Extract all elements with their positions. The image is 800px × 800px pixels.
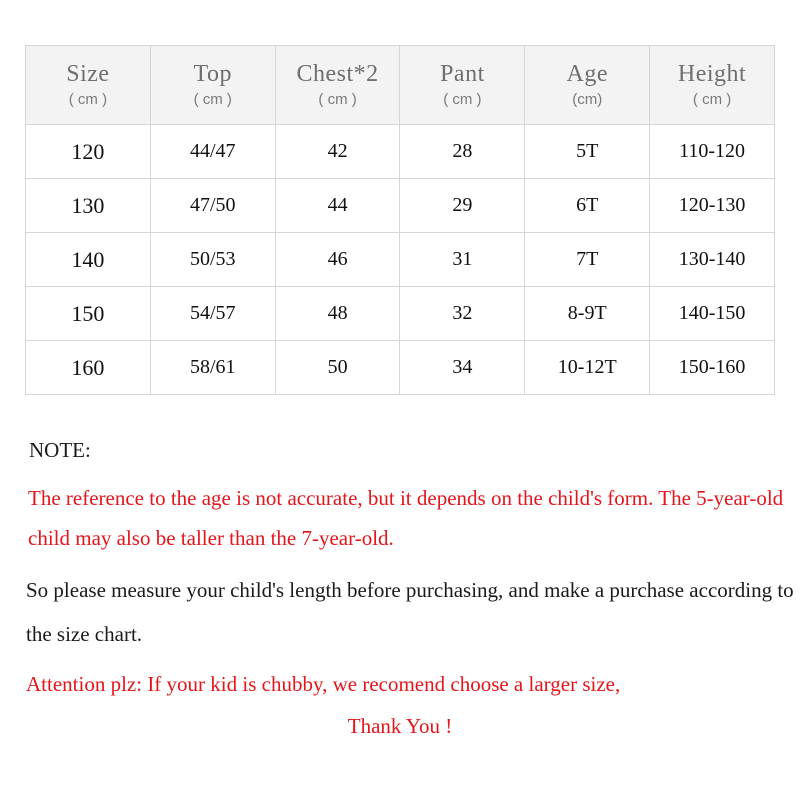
header-size bbox=[26, 46, 151, 125]
cell-pant: 29 bbox=[400, 179, 525, 233]
attention-text: Attention plz: If your kid is chubby, we recomend choose a larger size, bbox=[26, 672, 621, 696]
cell-age: 5T bbox=[525, 125, 650, 179]
cell-height: 150-160 bbox=[650, 341, 775, 395]
cell-size: 160 bbox=[26, 341, 151, 395]
cell-height: 110-120 bbox=[650, 125, 775, 179]
cell-chest: 48 bbox=[275, 287, 400, 341]
table-row bbox=[26, 287, 775, 341]
cell-chest: 46 bbox=[275, 233, 400, 287]
cell-age: 10-12T bbox=[525, 341, 650, 395]
cell-size: 150 bbox=[26, 287, 151, 341]
header-pant bbox=[400, 46, 525, 125]
table-row bbox=[26, 125, 775, 179]
cell-height: 130-140 bbox=[650, 233, 775, 287]
cell-height: 140-150 bbox=[650, 287, 775, 341]
size-chart-table bbox=[25, 45, 775, 395]
cell-age: 8-9T bbox=[525, 287, 650, 341]
header-label: Age bbox=[566, 61, 608, 87]
header-height bbox=[650, 46, 775, 125]
cell-age: 6T bbox=[525, 179, 650, 233]
header-label: Top bbox=[193, 61, 232, 87]
cell-pant: 34 bbox=[400, 341, 525, 395]
age-disclaimer-text: The reference to the age is not accurate, but it depends on the child's form. The 5-year-old child may also be taller than the 7-year-old. bbox=[28, 486, 784, 550]
cell-top: 50/53 bbox=[150, 233, 275, 287]
cell-pant: 28 bbox=[400, 125, 525, 179]
table-header-row bbox=[26, 46, 775, 125]
cell-size: 120 bbox=[26, 125, 151, 179]
header-label: Pant bbox=[440, 61, 485, 87]
cell-chest: 42 bbox=[275, 125, 400, 179]
cell-size: 140 bbox=[26, 233, 151, 287]
measure-instruction-text: So please measure your child's length before purchasing, and make a purchase according to the size chart. bbox=[26, 578, 794, 646]
cell-top: 47/50 bbox=[150, 179, 275, 233]
cell-top: 58/61 bbox=[150, 341, 275, 395]
cell-top: 54/57 bbox=[150, 287, 275, 341]
header-label: Size bbox=[66, 61, 110, 87]
note-title: NOTE: bbox=[29, 438, 91, 462]
header-unit: ( cm ) bbox=[443, 91, 482, 108]
header-unit: ( cm ) bbox=[193, 91, 232, 108]
header-age bbox=[525, 46, 650, 125]
header-label: Chest*2 bbox=[296, 61, 379, 87]
header-label: Height bbox=[677, 61, 747, 87]
cell-chest: 50 bbox=[275, 341, 400, 395]
table-row bbox=[26, 341, 775, 395]
table-row bbox=[26, 233, 775, 287]
cell-pant: 32 bbox=[400, 287, 525, 341]
header-top bbox=[150, 46, 275, 125]
cell-chest: 44 bbox=[275, 179, 400, 233]
header-unit: ( cm ) bbox=[318, 91, 357, 108]
cell-pant: 31 bbox=[400, 233, 525, 287]
header-unit: ( cm ) bbox=[692, 91, 732, 108]
header-unit: ( cm ) bbox=[68, 91, 108, 108]
table-row bbox=[26, 179, 775, 233]
header-chest bbox=[275, 46, 400, 125]
cell-top: 44/47 bbox=[150, 125, 275, 179]
cell-height: 120-130 bbox=[650, 179, 775, 233]
cell-age: 7T bbox=[525, 233, 650, 287]
header-unit: (cm) bbox=[572, 91, 603, 108]
cell-size: 130 bbox=[26, 179, 151, 233]
thank-you-text: Thank You ! bbox=[347, 714, 453, 738]
